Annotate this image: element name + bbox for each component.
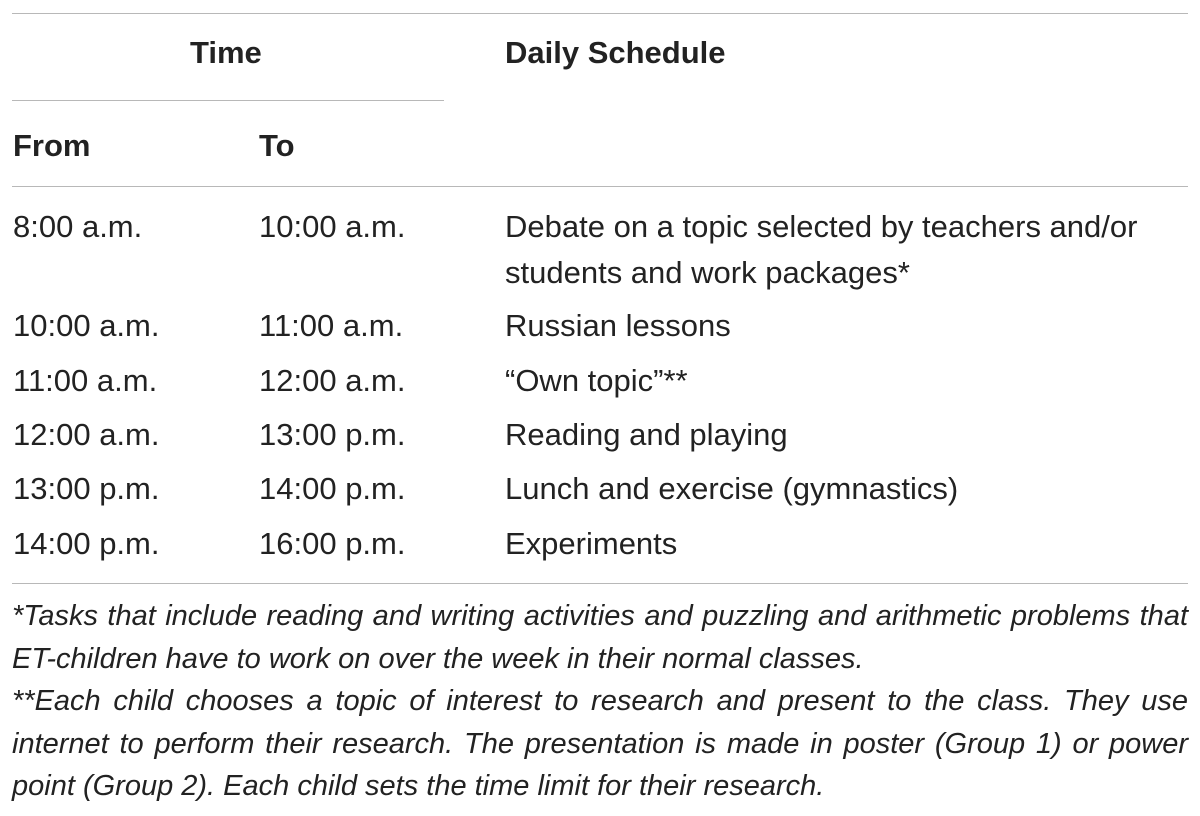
row-4-activity: Reading and playing [505, 417, 788, 452]
row-6-activity: Experiments [505, 526, 678, 561]
row-4-to: 13:00 p.m. [259, 417, 406, 452]
row-5-from: 13:00 p.m. [13, 471, 160, 506]
row-5-activity: Lunch and exercise (gymnastics) [505, 471, 959, 506]
row-2-from: 10:00 a.m. [13, 308, 160, 343]
row-3-activity: “Own topic”** [505, 363, 688, 398]
row-1-from: 8:00 a.m. [13, 209, 143, 244]
table-bottom-rule [12, 583, 1188, 584]
footnote-1: *Tasks that include reading and writing activities and puzzling and arithmetic problems that ET-children have to work on over the week in their normal classes. [12, 600, 1188, 675]
header-daily-schedule: Daily Schedule [505, 35, 726, 70]
table-footnotes [12, 595, 1188, 808]
table-top-rule [12, 13, 1188, 14]
header-to: To [259, 128, 295, 163]
time-group-rule [12, 100, 444, 101]
row-3-from: 11:00 a.m. [13, 363, 158, 398]
header-bottom-rule [12, 186, 1188, 187]
row-1-to: 10:00 a.m. [259, 209, 406, 244]
row-2-to: 11:00 a.m. [259, 308, 404, 343]
row-1-activity: Debate on a topic selected by teachers and/or students and work packages* [505, 209, 1138, 290]
row-4-from: 12:00 a.m. [13, 417, 160, 452]
row-3-to: 12:00 a.m. [259, 363, 406, 398]
footnote-2: **Each child chooses a topic of interest to research and present to the class. They use internet to perform their research. The presentation is made in poster (Group 1) or power point (Group 2). Each child sets the time limit for their research. [12, 685, 1188, 802]
row-6-from: 14:00 p.m. [13, 526, 160, 561]
row-5-to: 14:00 p.m. [259, 471, 406, 506]
header-time: Time [190, 35, 262, 70]
row-2-activity: Russian lessons [505, 308, 731, 343]
header-from: From [13, 128, 91, 163]
row-6-to: 16:00 p.m. [259, 526, 406, 561]
